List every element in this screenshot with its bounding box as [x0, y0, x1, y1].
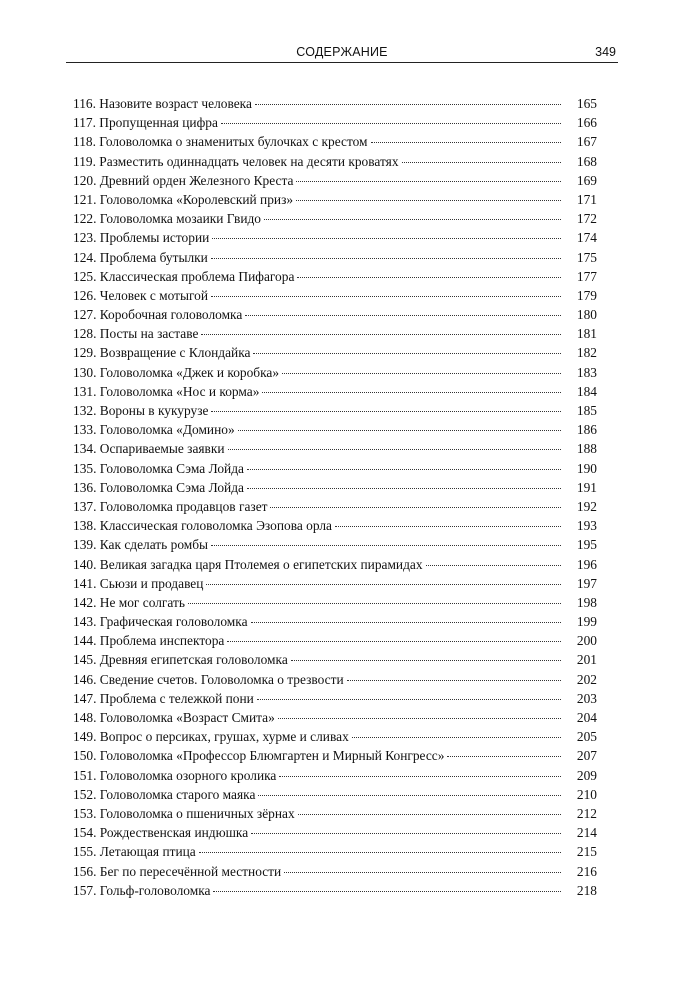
toc-entry[interactable] [73, 535, 597, 554]
toc-entry[interactable] [73, 842, 597, 861]
toc-entry-title: 130. Головоломка «Джек и коробка» [73, 364, 280, 380]
toc-entry-page: 204 [576, 710, 597, 725]
toc-entry-title: 136. Головоломка Сэма Лойда [73, 479, 244, 495]
toc-entry[interactable] [73, 228, 597, 247]
toc-entry-page: 209 [576, 767, 597, 783]
toc-entry-title: 133. Головоломка «Домино» [73, 422, 235, 438]
toc-entry-page: 184 [576, 383, 597, 399]
toc-entry-page: 168 [576, 153, 597, 169]
toc-entry[interactable] [73, 209, 597, 228]
dot-leader [278, 718, 561, 719]
toc-entry[interactable] [73, 593, 597, 612]
toc-entry-page: 192 [576, 498, 597, 514]
toc-entry-page: 172 [576, 211, 597, 227]
toc-entry-page: 165 [576, 96, 597, 111]
toc-entry-page: 188 [576, 441, 597, 457]
toc-entry-title: 132. Вороны в кукурузе [73, 403, 209, 418]
toc-entry-page: 216 [576, 863, 597, 879]
toc-entry[interactable] [73, 478, 597, 497]
dot-leader [257, 699, 561, 700]
toc-entry[interactable] [73, 766, 597, 785]
toc-entry-page: 171 [576, 191, 597, 207]
toc-entry-page: 175 [576, 249, 597, 265]
toc-entry[interactable] [73, 785, 597, 804]
toc-entry-page: 203 [576, 690, 597, 706]
toc-entry[interactable] [73, 459, 597, 478]
dot-leader [426, 565, 561, 566]
dot-leader [291, 660, 561, 661]
toc-entry-page: 210 [576, 786, 597, 802]
toc-entry-page: 198 [576, 594, 597, 610]
dot-leader [347, 680, 561, 681]
toc-entry-page: 182 [576, 345, 597, 361]
toc-entry-page: 197 [576, 575, 597, 591]
toc-entry-title: 157. Гольф-головоломка [73, 882, 211, 898]
toc-entry-page: 180 [576, 307, 597, 323]
toc-entry[interactable] [73, 132, 597, 151]
dot-leader [279, 776, 561, 777]
dot-leader [371, 142, 561, 143]
toc-entry-page: 185 [576, 403, 597, 418]
table-of-contents [73, 94, 597, 900]
toc-entry-page: 179 [576, 287, 597, 303]
toc-entry-page: 195 [576, 537, 597, 553]
toc-entry-title: 125. Классическая проблема Пифагора [73, 268, 295, 284]
toc-entry-page: 193 [576, 518, 597, 534]
toc-entry-page: 169 [576, 172, 597, 188]
toc-entry-page: 212 [576, 805, 597, 821]
toc-entry[interactable] [73, 650, 597, 669]
toc-entry-title: 154. Рождественская индюшка [73, 825, 249, 841]
toc-entry-title: 119. Разместить одиннадцать человек на десяти кроватях [73, 153, 399, 169]
toc-entry-page: 202 [576, 671, 597, 687]
toc-entry-page: 183 [576, 364, 597, 380]
running-header [66, 44, 618, 63]
toc-entry[interactable] [73, 363, 597, 382]
toc-entry-page: 205 [576, 729, 597, 745]
toc-entry[interactable] [73, 190, 597, 209]
dot-leader [352, 737, 561, 738]
toc-entry-title: 135. Головоломка Сэма Лойда [73, 460, 244, 476]
dot-leader [258, 795, 561, 796]
dot-leader [251, 622, 561, 623]
dot-leader [211, 258, 561, 259]
dot-leader [199, 852, 561, 853]
toc-entry-page: 177 [576, 268, 597, 284]
toc-entry[interactable] [73, 574, 597, 593]
toc-entry-title: 129. Возвращение с Клондайка [73, 345, 251, 361]
toc-entry-title: 145. Древняя египетская головоломка [73, 652, 288, 668]
toc-entry-title: 121. Головоломка «Королевский приз» [73, 191, 294, 207]
toc-entry[interactable] [73, 689, 597, 708]
toc-entry-page: 200 [576, 633, 597, 649]
toc-entry[interactable] [73, 727, 597, 746]
toc-entry[interactable] [73, 152, 597, 171]
toc-entry[interactable] [73, 171, 597, 190]
toc-entry-page: 215 [576, 844, 597, 860]
toc-entry-title: 156. Бег по пересечённой местности [73, 863, 282, 879]
toc-entry[interactable] [73, 670, 597, 689]
dot-leader [447, 756, 561, 757]
toc-entry[interactable] [73, 382, 597, 401]
toc-entry-title: 117. Пропущенная цифра [73, 115, 218, 131]
toc-entry[interactable] [73, 881, 597, 900]
dot-leader [206, 584, 561, 585]
toc-entry-page: 201 [576, 652, 597, 668]
dot-leader [251, 833, 561, 834]
toc-entry[interactable] [73, 862, 597, 881]
toc-entry-title: 143. Графическая головоломка [73, 614, 248, 630]
toc-entry-title: 140. Великая загадка царя Птолемея о египетских пирамидах [73, 556, 423, 572]
toc-entry[interactable] [73, 746, 597, 765]
toc-entry[interactable] [73, 324, 597, 343]
dot-leader [247, 488, 561, 489]
toc-entry-title: 142. Не мог солгать [73, 594, 185, 610]
toc-entry-title: 152. Головоломка старого маяка [73, 786, 256, 802]
toc-entry-title: 120. Древний орден Железного Креста [73, 172, 294, 188]
dot-leader [297, 277, 561, 278]
toc-entry-title: 127. Коробочная головоломка [73, 307, 243, 323]
toc-entry-title: 144. Проблема инспектора [73, 633, 225, 649]
toc-entry-title: 124. Проблема бутылки [73, 249, 208, 265]
toc-entry-title: 147. Проблема с тележкой пони [73, 690, 254, 706]
dot-leader [201, 334, 561, 335]
dot-leader [335, 526, 561, 527]
dot-leader [211, 411, 561, 412]
toc-entry-title: 138. Классическая головоломка Эзопова орла [73, 518, 332, 534]
toc-entry-page: 190 [576, 460, 597, 476]
dot-leader [228, 449, 561, 450]
dot-leader [212, 238, 561, 239]
toc-entry-page: 191 [576, 479, 597, 495]
dot-leader [402, 162, 561, 163]
dot-leader [188, 603, 561, 604]
toc-entry-title: 139. Как сделать ромбы [73, 537, 209, 553]
toc-entry-title: 131. Головоломка «Нос и корма» [73, 383, 260, 399]
toc-entry[interactable] [73, 804, 597, 823]
toc-entry-page: 214 [576, 825, 597, 841]
toc-entry[interactable] [73, 612, 597, 631]
toc-entry[interactable] [73, 286, 597, 305]
dot-leader [296, 181, 561, 182]
toc-entry-title: 155. Летающая птица [73, 844, 196, 860]
toc-entry[interactable] [73, 708, 597, 727]
toc-entry[interactable] [73, 516, 597, 535]
toc-entry[interactable] [73, 113, 597, 132]
dot-leader [296, 200, 561, 201]
toc-entry[interactable] [73, 555, 597, 574]
toc-entry-page: 218 [576, 882, 597, 898]
toc-entry-title: 146. Сведение счетов. Головоломка о трезвости [73, 671, 344, 687]
toc-entry-page: 174 [576, 230, 597, 246]
toc-entry[interactable] [73, 305, 597, 324]
toc-entry-title: 137. Головоломка продавцов газет [73, 498, 268, 514]
page-number: 349 [595, 45, 616, 59]
toc-entry[interactable] [73, 631, 597, 650]
toc-entry-title: 134. Оспариваемые заявки [73, 441, 225, 457]
dot-leader [255, 104, 561, 105]
toc-entry-page: 166 [576, 115, 597, 131]
toc-entry-title: 150. Головоломка «Профессор Блюмгартен и Мирный Конгресс» [73, 748, 445, 764]
dot-leader [298, 814, 561, 815]
toc-entry-page: 207 [576, 748, 597, 764]
toc-entry[interactable] [73, 267, 597, 286]
toc-entry[interactable] [73, 94, 597, 113]
toc-entry-page: 167 [576, 134, 597, 150]
toc-entry[interactable] [73, 343, 597, 362]
dot-leader [238, 430, 561, 431]
toc-entry-title: 148. Головоломка «Возраст Смита» [73, 710, 275, 725]
toc-entry-title: 128. Посты на заставе [73, 326, 199, 342]
toc-entry[interactable] [73, 420, 597, 439]
dot-leader [282, 373, 561, 374]
dot-leader [247, 469, 561, 470]
dot-leader [211, 296, 561, 297]
dot-leader [211, 545, 561, 546]
toc-entry[interactable] [73, 497, 597, 516]
toc-entry-title: 149. Вопрос о персиках, грушах, хурме и сливах [73, 729, 349, 745]
toc-entry-title: 141. Сьюзи и продавец [73, 575, 204, 591]
toc-entry-title: 122. Головоломка мозаики Гвидо [73, 211, 261, 227]
dot-leader [245, 315, 561, 316]
toc-entry-page: 186 [576, 422, 597, 438]
toc-entry-title: 123. Проблемы истории [73, 230, 210, 246]
dot-leader [270, 507, 561, 508]
toc-entry-page: 199 [576, 614, 597, 630]
dot-leader [213, 891, 561, 892]
toc-entry[interactable] [73, 439, 597, 458]
toc-entry-title: 118. Головоломка о знаменитых булочках с крестом [73, 134, 368, 150]
dot-leader [264, 219, 561, 220]
toc-entry[interactable] [73, 401, 597, 420]
dot-leader [262, 392, 561, 393]
dot-leader [284, 872, 561, 873]
toc-entry[interactable] [73, 823, 597, 842]
toc-entry-title: 116. Назовите возраст человека [73, 96, 252, 111]
toc-entry-page: 196 [576, 556, 597, 572]
dot-leader [221, 123, 561, 124]
dot-leader [253, 353, 561, 354]
section-title: СОДЕРЖАНИЕ [296, 45, 388, 59]
toc-entry-title: 153. Головоломка о пшеничных зёрнах [73, 805, 295, 821]
toc-entry[interactable] [73, 248, 597, 267]
toc-entry-title: 126. Человек с мотыгой [73, 287, 208, 303]
toc-entry-page: 181 [576, 326, 597, 342]
dot-leader [227, 641, 561, 642]
toc-entry-title: 151. Головоломка озорного кролика [73, 767, 277, 783]
